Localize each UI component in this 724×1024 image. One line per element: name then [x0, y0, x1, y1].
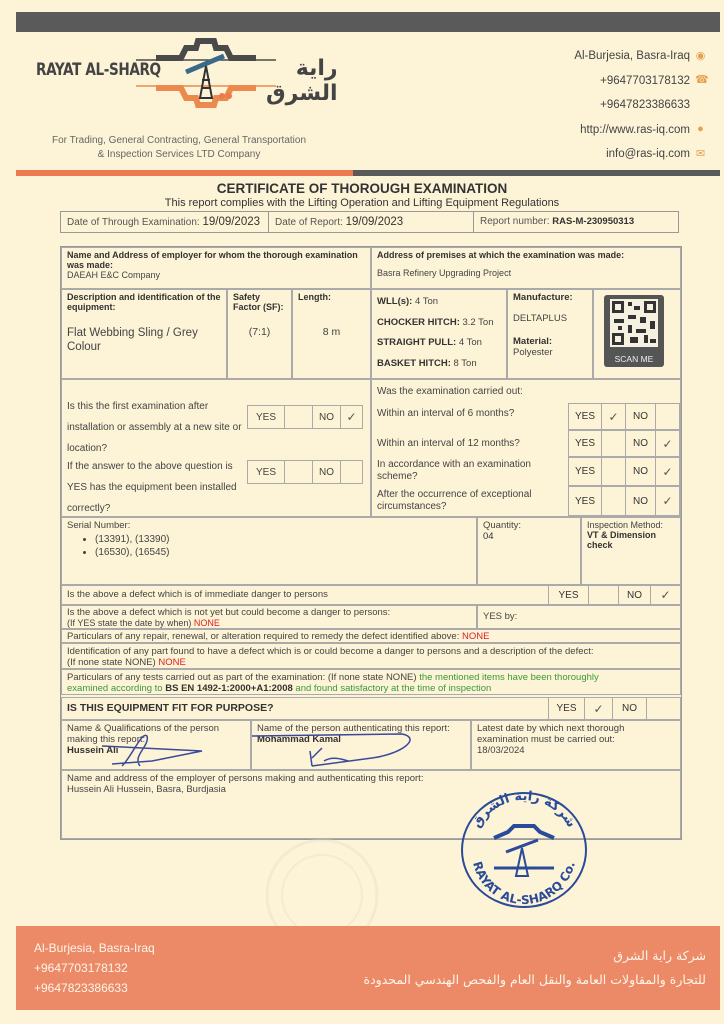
question-6-months: Within an interval of 6 months? — [377, 408, 515, 419]
installed-yes-box[interactable] — [285, 461, 313, 483]
interval-12-no-checkbox[interactable]: ✓ — [662, 436, 673, 451]
interval-12-yes-box[interactable] — [602, 431, 626, 456]
contact-website[interactable]: http://www.ras-iq.com — [580, 123, 690, 136]
immediate-yes-label: YES — [549, 586, 589, 604]
date-bar — [60, 211, 679, 233]
choker-value: 3.2 Ton — [462, 316, 494, 328]
authenticator-cell — [251, 720, 471, 770]
footer-phone-1[interactable]: +9647703178132 — [34, 961, 128, 975]
footer-address: Al-Burjesia, Basra-Iraq — [34, 941, 155, 955]
identification-value: NONE — [158, 657, 186, 668]
company-tagline — [34, 134, 324, 162]
certificate-subtitle: This report complies with the Lifting Operation and Lifting Equipment Regulations — [164, 197, 560, 209]
contact-info — [574, 44, 709, 167]
exam-scheme-yes-box[interactable] — [602, 458, 626, 485]
stamp-text-ar: شركة راية الشرق — [469, 790, 579, 831]
envelope-icon: ✉ — [695, 147, 706, 160]
quantity-label: Quantity: — [483, 520, 522, 531]
contact-phone-1[interactable]: +9647703178132 — [600, 74, 690, 87]
footer-contact — [34, 938, 155, 998]
header-divider-orange — [16, 170, 353, 176]
question-12-months: Within an interval of 12 months? — [377, 438, 520, 449]
examination-form — [60, 246, 682, 840]
tagline-line-1: For Trading, General Contracting, General Transportation — [51, 135, 307, 146]
next-exam-cell — [471, 720, 681, 770]
fit-yes-label: YES — [549, 698, 585, 719]
footer-arabic-line-1: شركة راية الشرق — [613, 948, 706, 963]
location-pin-icon: ◉ — [695, 49, 706, 62]
report-number-cell: Report number: RAS-M-230950313 — [480, 216, 635, 227]
premises-value: Basra Refinery Upgrading Project — [377, 268, 512, 278]
footer — [16, 926, 720, 1010]
installed-no-label: NO — [313, 461, 341, 483]
oil-pump-icon — [176, 50, 236, 102]
fit-yes-checkbox[interactable]: ✓ — [585, 698, 613, 719]
qr-cell — [593, 289, 681, 379]
signature-authenticator — [252, 726, 472, 771]
signature-maker — [92, 726, 222, 771]
interval-heading: Was the examination carried out: — [377, 386, 523, 397]
interval-6-yes-no — [568, 403, 680, 430]
interval-12-yes-no — [568, 430, 680, 457]
repair-row — [61, 629, 681, 643]
header-divider-gray — [353, 170, 720, 176]
exam-scheme-yes-label: YES — [569, 458, 602, 485]
tests-row — [61, 669, 681, 695]
material-value: Polyester — [513, 347, 553, 358]
stamp-text-en: RAYAT AL-SHARQ Co. — [470, 859, 578, 908]
certificate-title: CERTIFICATE OF THOROUGH EXAMINATION — [216, 181, 508, 196]
exceptional-no-label: NO — [626, 487, 656, 515]
telephone-icon: ☎ — [695, 74, 709, 87]
identification-row: Identification of any part found to have a defect which is or could become a danger to persons and a description of the defect: (If none state NONE) NONE — [61, 643, 681, 669]
fit-for-purpose-label: IS THIS EQUIPMENT FIT FOR PURPOSE? — [67, 702, 274, 714]
serial-list — [67, 533, 471, 559]
basket-value: 8 Ton — [453, 357, 477, 369]
manufacture-value: DELTAPLUS — [513, 313, 568, 324]
contact-address: Al-Burjesia, Basra-Iraq — [574, 50, 690, 63]
first-exam-yes-label: YES — [248, 406, 285, 428]
exceptional-yes-no — [568, 486, 680, 516]
scan-me-label: SCAN ME — [614, 354, 654, 364]
installed-correctly-yes-no — [247, 460, 363, 484]
exam-date: 19/09/2023 — [202, 216, 261, 228]
next-exam-label: Latest date by which next thorough examination must be carried out: — [477, 723, 625, 745]
identification-label: Identification of any part found to have a defect which is or could become a danger to persons and a description of the defect: — [67, 646, 594, 657]
length-value: 8 m — [322, 326, 341, 338]
exceptional-yes-box[interactable] — [602, 487, 626, 515]
employer-value: DAEAH E&C Company — [67, 270, 161, 280]
authenticator-name: Mohammad Kamal — [257, 734, 341, 745]
inspection-method-cell — [581, 517, 681, 585]
qr-code[interactable] — [604, 295, 664, 367]
tests-value-3: and found satisfactory at the time of inspection — [295, 683, 492, 694]
tests-value-1: the mentioned items have been thoroughly — [419, 672, 599, 683]
globe-icon: ● — [697, 123, 704, 136]
fit-for-purpose-yes-no — [548, 697, 681, 720]
future-danger-label: Is the above a defect which is not yet but could become a danger to persons: — [67, 607, 391, 618]
company-logo — [36, 38, 336, 108]
report-date-cell: Date of Report: 19/09/2023 — [269, 212, 474, 232]
contact-phone-2[interactable]: +9647823386633 — [600, 99, 690, 112]
repair-label: Particulars of any repair, renewal, or alteration required to remedy the defect identified above: — [67, 631, 460, 642]
question-installed-correctly: If the answer to the above question is YES has the equipment been installed correctly? — [67, 461, 237, 514]
interval-12-yes-label: YES — [569, 431, 602, 456]
interval-6-yes-checkbox[interactable]: ✓ — [602, 404, 626, 429]
serial-item: • (13391), (13390) — [95, 533, 471, 546]
first-exam-yes-no — [247, 405, 363, 429]
employer-of-persons-label: Name and address of the employer of persons making and authenticating this report: — [67, 773, 424, 784]
interval-12-no-label: NO — [626, 431, 656, 456]
exam-scheme-no-checkbox[interactable]: ✓ — [662, 464, 673, 479]
serial-number-cell — [61, 517, 477, 585]
tagline-line-2: & Inspection Services LTD Company — [97, 149, 261, 160]
fit-no-label: NO — [613, 698, 647, 719]
manufacture-cell: Manufacture: DELTAPLUS Material: Polyester — [507, 289, 593, 379]
yes-by-label: YES by: — [483, 611, 518, 622]
exam-scheme-no-label: NO — [626, 458, 656, 485]
immediate-no-label: NO — [619, 586, 651, 604]
equipment-description: Flat Webbing Sling / Grey Colour — [67, 327, 198, 353]
installed-yes-label: YES — [248, 461, 285, 483]
safety-factor-value: (7:1) — [248, 326, 271, 338]
company-stamp — [458, 790, 590, 910]
authenticator-label: Name of the person authenticating this report: — [257, 723, 450, 734]
employer-of-persons-value: Hussein Ali Hussein, Basra, Burdjasia — [67, 784, 226, 795]
straight-value: 4 Ton — [458, 337, 482, 348]
company-name-en: RAYAT AL-SHARQ — [36, 60, 161, 80]
contact-email[interactable]: info@ras-iq.com — [606, 148, 690, 161]
exam-date-cell: Date of Through Examination: 19/09/2023 — [61, 212, 269, 232]
wll-value: 4 Ton — [415, 296, 439, 307]
inspection-method-label: Inspection Method: — [587, 520, 664, 530]
immediate-no-checkbox[interactable]: ✓ — [660, 588, 671, 602]
footer-phone-2[interactable]: +9647823386633 — [34, 981, 128, 995]
length-cell: Length: 8 m — [292, 289, 371, 379]
immediate-yes-box[interactable] — [589, 586, 619, 604]
employer-cell: Name and Address of employer for whom the thorough examination was made: DAEAH E&C Company — [61, 247, 371, 289]
footer-arabic — [364, 944, 706, 992]
report-maker-label: Name & Qualifications of the person making this report: — [67, 723, 220, 745]
report-maker-name: Hussein Ali — [67, 745, 119, 756]
repair-value: NONE — [462, 631, 490, 642]
first-exam-yes-box[interactable] — [285, 406, 313, 428]
quantity-cell — [477, 517, 581, 585]
header-top-bar — [16, 12, 720, 32]
installation-questions-cell — [61, 379, 371, 517]
exceptional-yes-label: YES — [569, 487, 602, 515]
future-danger-cell: Is the above a defect which is not yet but could become a danger to persons: (If YES state the date by when) NONE — [61, 605, 477, 629]
future-danger-value: NONE — [193, 618, 220, 628]
safety-factor-cell: Safety Factor (SF): (7:1) — [227, 289, 292, 379]
first-exam-no-label: NO — [313, 406, 341, 428]
next-exam-date: 18/03/2024 — [477, 745, 525, 756]
tests-standard: BS EN 1492-1:2000+A1:2008 — [165, 683, 293, 694]
tests-label: Particulars of any tests carried out as part of the examination: (If none state NONE) — [67, 672, 417, 683]
immediate-danger-yes-no — [548, 585, 681, 605]
installed-no-checkbox[interactable] — [341, 461, 362, 483]
report-date: 19/09/2023 — [345, 216, 404, 228]
question-exam-scheme: In accordance with an examination scheme? — [377, 459, 531, 482]
premises-cell: Address of premises at which the examination was made: Basra Refinery Upgrading Project — [371, 247, 681, 289]
interval-6-no-box[interactable] — [656, 404, 679, 429]
report-number: RAS-M-230950313 — [552, 216, 635, 227]
serial-label: Serial Number: — [67, 520, 131, 531]
footer-arabic-line-2: للتجارة والمقاولات العامة والنقل العام والفحص الهندسي المحدودة — [363, 972, 706, 987]
interval-6-yes-label: YES — [569, 404, 602, 429]
serial-item: • (16530), (16545) — [95, 546, 471, 559]
yes-by-cell — [477, 605, 681, 629]
immediate-danger-label: Is the above a defect which is of immediate danger to persons — [67, 589, 328, 600]
equipment-description-cell: Description and identification of the equipment: Flat Webbing Sling / Grey Colour — [61, 289, 227, 379]
interval-6-no-label: NO — [626, 404, 656, 429]
qr-code-icon — [610, 299, 658, 347]
first-exam-no-checkbox[interactable]: ✓ — [346, 410, 357, 424]
question-exceptional: After the occurrence of exceptional circumstances? — [377, 489, 532, 512]
quantity-value: 04 — [483, 531, 494, 542]
report-maker-cell — [61, 720, 251, 770]
wll-cell: WLL(s): 4 Ton CHOCKER HITCH: 3.2 Ton STRAIGHT PULL: 4 Ton BASKET HITCH: 8 Ton — [371, 289, 507, 379]
tests-value-2: examined according to — [67, 683, 163, 694]
exam-scheme-yes-no — [568, 457, 680, 486]
fit-no-box[interactable] — [647, 698, 680, 719]
exceptional-no-checkbox[interactable]: ✓ — [662, 494, 673, 508]
question-first-exam: Is this the first examination after installation or assembly at a new site or location? — [67, 401, 242, 454]
inspection-method-value: VT & Dimension check — [587, 530, 657, 550]
company-name-ar: راية الشرق — [266, 56, 338, 106]
